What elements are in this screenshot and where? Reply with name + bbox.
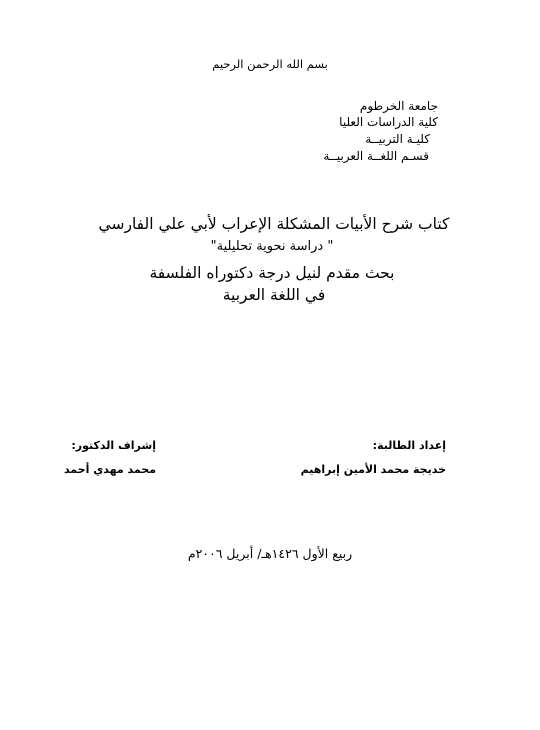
supervisor-name: محمد مهدي أحمد (63, 463, 156, 476)
student-name: خديجة محمد الأمين إبراهيم (300, 463, 446, 476)
thesis-degree: بحث مقدم لنيل درجة دكتوراه الفلسفة (149, 264, 395, 282)
basmala: بسم الله الرحمن الرحيم (212, 57, 328, 71)
thesis-field: في اللغة العربية (222, 286, 326, 304)
faculty-education: كليـة التربيــة (365, 132, 430, 146)
thesis-title: كتاب شرح الأبيات المشكلة الإعراب لأبي علي الفارسي (98, 215, 450, 233)
supervisor-label: إشراف الدكتور: (71, 439, 156, 452)
university-name: جامعة الخرطوم (359, 99, 438, 113)
submission-date: ربيع الأول ١٤٢٦هـ/ أبريل ٢٠٠٦م (187, 546, 353, 561)
thesis-subtitle: " دراسة نحوية تحليلية" (210, 239, 334, 254)
department-arabic: قسـم اللغــة العربيــة (323, 149, 429, 163)
student-label: إعداد الطالبة: (372, 439, 446, 452)
faculty-graduate-studies: كلية الدراسات العليا (339, 115, 438, 129)
